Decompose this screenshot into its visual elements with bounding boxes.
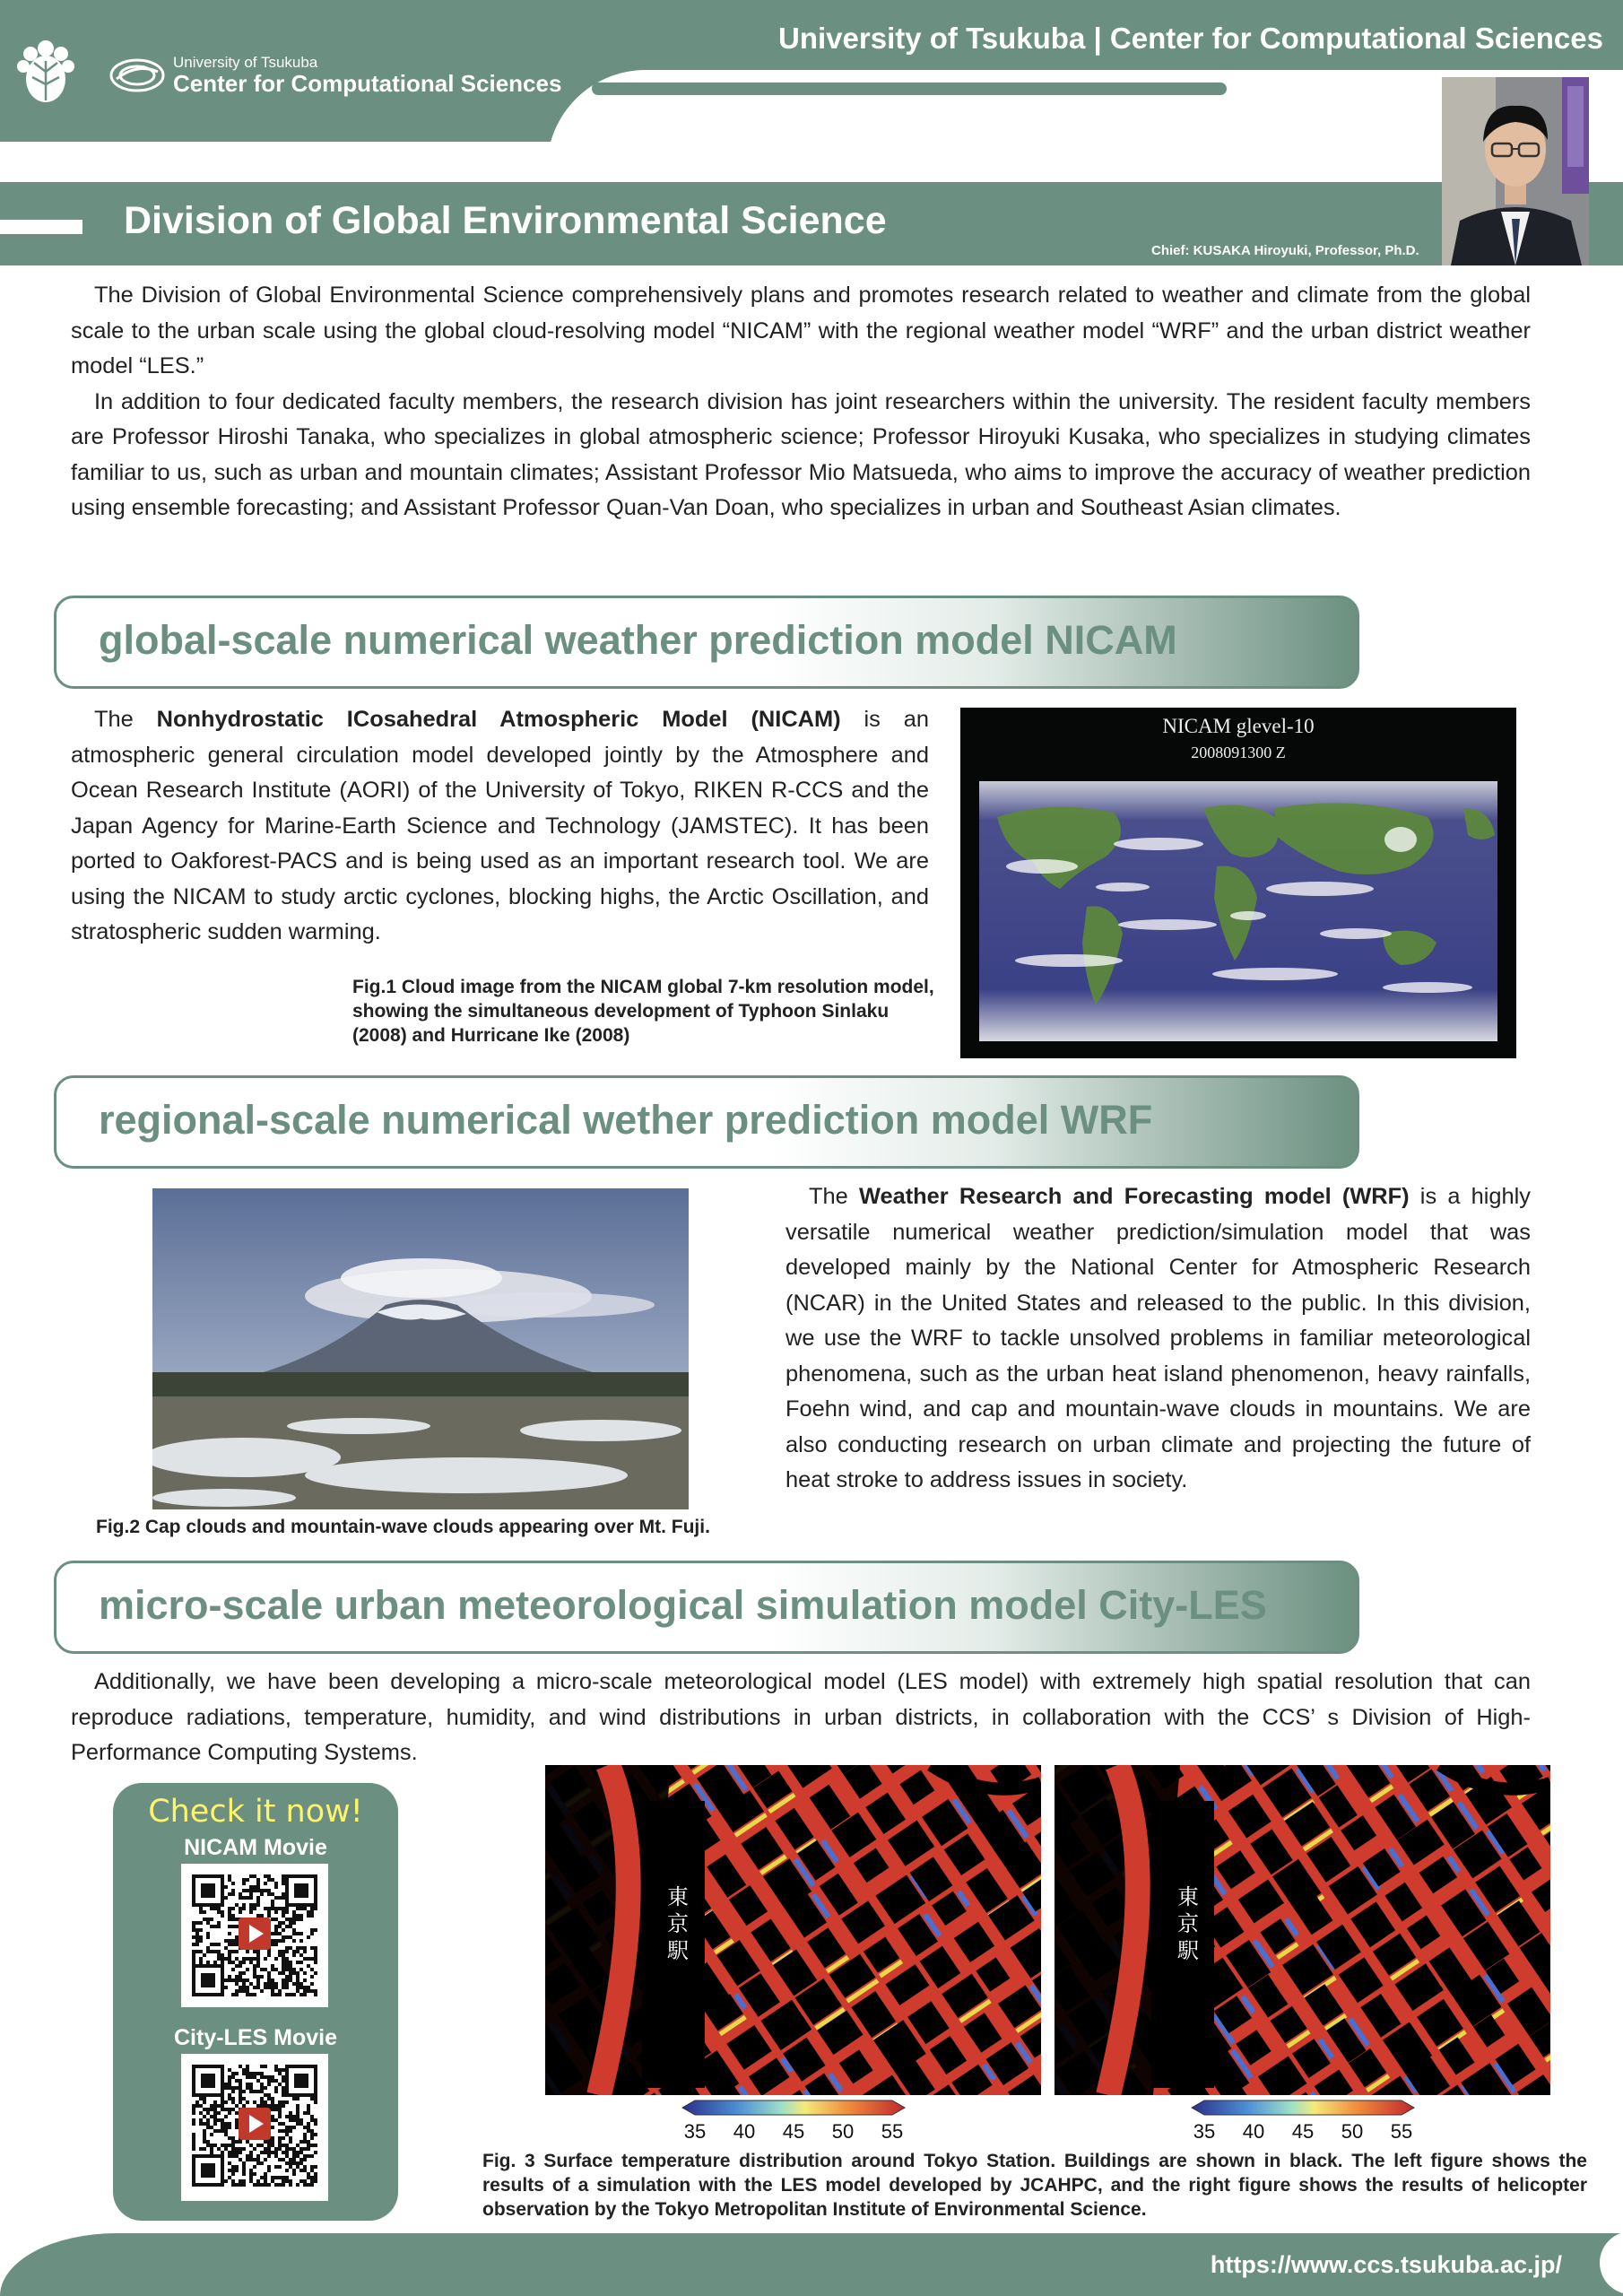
city-les-movie-qr-code[interactable] bbox=[181, 2054, 328, 2201]
les-body: Additionally, we have been developing a micro-scale meteorological model (LES model) with extremely high spatial resolution that can reproduce radiations, temperature, humidity, and wind distributions in urban districts, in collaboration with the CCS’ s Division of High-Performance Computing Systems. bbox=[71, 1669, 1531, 1765]
colorbar-tick-label: 45 bbox=[782, 2120, 805, 2143]
fig1-world-map bbox=[979, 781, 1497, 1041]
division-title: Division of Global Environmental Science bbox=[124, 199, 887, 242]
colorbar-tick-label: 45 bbox=[1291, 2120, 1315, 2143]
chief-name: Chief: KUSAKA Hiroyuki, Professor, Ph.D. bbox=[1151, 243, 1419, 258]
nicam-model-name: Nonhydrostatic ICosahedral Atmospheric Model (NICAM) bbox=[156, 707, 841, 732]
ccs-logo-icon bbox=[109, 57, 165, 93]
fig3-les-simulation-map bbox=[545, 1765, 1041, 2095]
colorbar-tick-label: 55 bbox=[881, 2120, 904, 2143]
city-les-movie-label: City-LES Movie bbox=[174, 2025, 337, 2050]
site-title: University of Tsukuba | Center for Computational Sciences bbox=[778, 22, 1603, 55]
logo-university-text: University of Tsukuba bbox=[173, 54, 318, 71]
colorbar-tick-label: 50 bbox=[1341, 2120, 1364, 2143]
intro-paragraph-2: In addition to four dedicated faculty members, the research division has joint researchers within the university. The resident faculty members are Professor Hiroshi Tanaka, who specializes in global atmospheric science; Professor Hiroyuki Kusaka, who specializes in studying climates familiar to us, such as urban and mountain climates; Assistant Professor Mio Matsueda, who aims to improve the accuracy of weather prediction using ensemble forecasting; and Assistant Professor Quan-Van Doan, who specializes in urban and Southeast Asian climates. bbox=[71, 388, 1531, 520]
colorbar-left bbox=[677, 2099, 910, 2152]
logo-center-text: Center for Computational Sciences bbox=[173, 70, 562, 97]
fig3-caption: Fig. 3 Surface temperature distribution around Tokyo Station. Buildings are shown in black. The left figure shows the results of a simulation with the LES model developed by JCAHPC, and the right figure shows the results of helicopter observation by the Tokyo Metropolitan Institute of Environmental Science. bbox=[482, 2151, 1587, 2220]
nicam-text bbox=[71, 702, 929, 951]
colorbar-tick-label: 35 bbox=[1193, 2120, 1216, 2143]
wrf-lead: The bbox=[809, 1184, 859, 1209]
les-heading: micro-scale urban meteorological simulation model City-LES bbox=[99, 1582, 1267, 1628]
fig2-mt-fuji-photo bbox=[152, 1188, 689, 1509]
footer-url-link[interactable]: https://www.ccs.tsukuba.ac.jp/ bbox=[1210, 2251, 1562, 2278]
fig1-caption: Fig.1 Cloud image from the NICAM global 7-km resolution model, showing the simultaneous development of Typhoon Sinlaku (2008) and Hurricane Ike (2008) bbox=[352, 977, 934, 1046]
colorbar-tick-label: 50 bbox=[831, 2120, 855, 2143]
university-crest-icon bbox=[14, 36, 77, 108]
intro-paragraph-1: The Division of Global Environmental Science comprehensively plans and promotes research related to weather and climate from the global scale to the urban scale using the global cloud-resolving model “NICAM” with the regional weather model “WRF” and the urban district weather model “LES.” bbox=[71, 283, 1531, 378]
wrf-heading: regional-scale numerical wether prediction model WRF bbox=[99, 1097, 1153, 1143]
colorbar-tick-label: 35 bbox=[683, 2120, 707, 2143]
wrf-model-name: Weather Research and Forecasting model (WRF) bbox=[858, 1184, 1410, 1209]
tokyo-station-label-right: 東 京 駅 bbox=[1177, 1884, 1199, 1963]
les-text bbox=[71, 1665, 1531, 1771]
qr-code-icon bbox=[181, 2054, 328, 2201]
check-it-now-title: Check it now! bbox=[148, 1794, 363, 1830]
qr-code-icon bbox=[181, 1864, 328, 2007]
colorbar-tick-label: 40 bbox=[733, 2120, 756, 2143]
nicam-movie-qr-code[interactable] bbox=[181, 1864, 328, 2007]
fig1-timestamp: 2008091300 Z bbox=[1191, 744, 1286, 761]
colorbar-tick-label: 40 bbox=[1242, 2120, 1265, 2143]
colorbar-tick-label: 55 bbox=[1390, 2120, 1413, 2143]
wrf-text bbox=[785, 1179, 1531, 1499]
colorbar-right bbox=[1186, 2099, 1419, 2152]
fig3-helicopter-observation-map bbox=[1055, 1765, 1550, 2095]
fig1-nicam-cloud-image bbox=[960, 708, 1516, 1058]
nicam-body: is an atmospheric general circulation model developed jointly by the Atmosphere and Ocean Research Institute (AORI) of the University of Tokyo, RIKEN R-CCS and the Japan Agency for Marine-Earth Science and Technology (JAMSTEC). It has been ported to Oakforest-PACS and is being used as an important research tool. We are using the NICAM to study arctic cyclones, blocking highs, the Arctic Oscillation, and stratospheric sudden warming. bbox=[71, 707, 929, 944]
chief-portrait bbox=[1442, 77, 1589, 265]
fig2-caption: Fig.2 Cap clouds and mountain-wave clouds appearing over Mt. Fuji. bbox=[96, 1517, 710, 1537]
nicam-lead: The bbox=[94, 707, 157, 732]
fig1-title: NICAM glevel-10 bbox=[1162, 715, 1315, 737]
wrf-body: is a highly versatile numerical weather prediction/simulation model that was developed mainly by the National Center for Atmospheric Research (NCAR) in the United States and released to the public. In this division, we use the WRF to tackle unsolved problems in familiar meteorological phenomena, such as the urban heat island phenomenon, heavy rainfalls, Foehn wind, and cap and mountain-wave clouds in mountains. We are also conducting research on urban climate and projecting the future of heat stroke to address issues in society. bbox=[785, 1184, 1532, 1492]
intro-text bbox=[71, 278, 1531, 526]
nicam-movie-label: NICAM Movie bbox=[184, 1835, 327, 1860]
nicam-heading: global-scale numerical weather prediction model NICAM bbox=[99, 617, 1177, 663]
header-divider bbox=[592, 83, 1227, 95]
tokyo-station-label-left: 東 京 駅 bbox=[667, 1884, 689, 1963]
division-stripe bbox=[0, 220, 82, 234]
